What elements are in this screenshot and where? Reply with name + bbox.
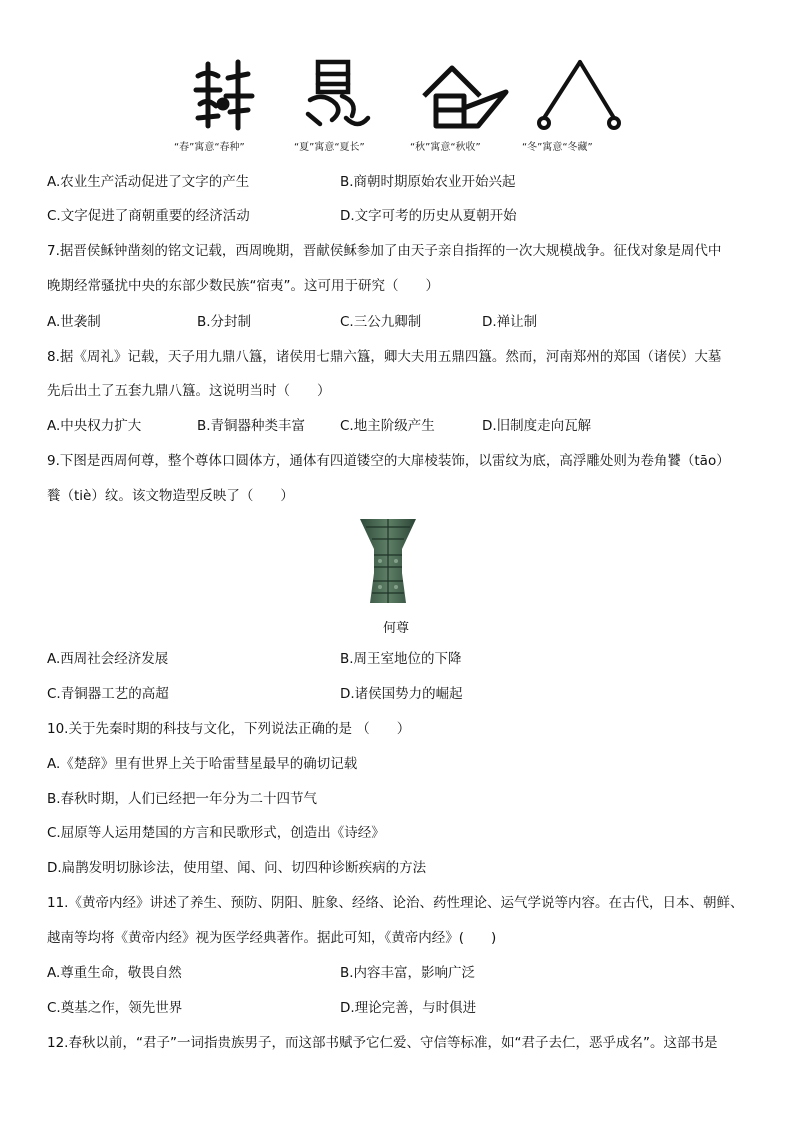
q11-option-b[interactable]: B.内容丰富，影响广泛 bbox=[340, 965, 476, 981]
q11-option-d[interactable]: D.理论完善，与时俱进 bbox=[340, 1000, 477, 1016]
q8-stem-line-1: 8.据《周礼》记载，天子用九鼎八簋，诸侯用七鼎六簋，卿大夫用五鼎四簋。然而，河南郑州的郑国（诸侯）大墓 bbox=[47, 349, 722, 365]
summer-glyph-image bbox=[302, 56, 374, 134]
q6-option-b[interactable]: B.商朝时期原始农业开始兴起 bbox=[340, 174, 516, 190]
q7-stem-line-2: 晚期经常骚扰中央的东部少数民族“宿夷”。这可用于研究（ ） bbox=[47, 278, 439, 294]
q10-stem: 10.关于先秦时期的科技与文化，下列说法正确的是 （ ） bbox=[47, 721, 411, 737]
q10-option-c[interactable]: C.屈原等人运用楚国的方言和民歌形式，创造出《诗经》 bbox=[47, 825, 385, 841]
spring-glyph-image bbox=[190, 56, 260, 134]
q9-option-b[interactable]: B.周王室地位的下降 bbox=[340, 651, 462, 667]
q11-stem-line-1: 11.《黄帝内经》讲述了养生、预防、阴阳、脏象、经络、论治、药性理论、运气学说等内容。在古代，日本、朝鲜、 bbox=[47, 895, 744, 911]
q8-stem-line-2: 先后出土了五套九鼎八簋。这说明当时（ ） bbox=[47, 383, 331, 399]
he-zun-caption: 何尊 bbox=[383, 621, 410, 636]
q7-option-a[interactable]: A.世袭制 bbox=[47, 314, 101, 330]
glyph-caption-spring: “春”寓意“春种” bbox=[174, 142, 245, 153]
q7-stem-line-1: 7.据晋侯稣钟凿刻的铭文记载，西周晚期，晋献侯稣参加了由天子亲自指挥的一次大规模战争。征伐对象是周代中 bbox=[47, 243, 722, 259]
q8-option-d[interactable]: D.旧制度走向瓦解 bbox=[482, 418, 592, 434]
q7-option-d[interactable]: D.禅让制 bbox=[482, 314, 538, 330]
he-zun-vessel-image bbox=[358, 515, 418, 607]
q9-option-d[interactable]: D.诸侯国势力的崛起 bbox=[340, 686, 463, 702]
q7-option-b[interactable]: B.分封制 bbox=[197, 314, 252, 330]
q10-option-b[interactable]: B.春秋时期，人们已经把一年分为二十四节气 bbox=[47, 791, 318, 807]
q6-option-c[interactable]: C.文字促进了商朝重要的经济活动 bbox=[47, 208, 250, 224]
q8-option-c[interactable]: C.地主阶级产生 bbox=[340, 418, 435, 434]
q8-option-a[interactable]: A.中央权力扩大 bbox=[47, 418, 142, 434]
q6-option-a[interactable]: A.农业生产活动促进了文字的产生 bbox=[47, 174, 250, 190]
q9-option-c[interactable]: C.青铜器工艺的高超 bbox=[47, 686, 169, 702]
q11-option-c[interactable]: C.奠基之作，领先世界 bbox=[47, 1000, 183, 1016]
q9-option-a[interactable]: A.西周社会经济发展 bbox=[47, 651, 169, 667]
q12-stem-line-1: 12.春秋以前，“君子”一词指贵族男子，而这部书赋予它仁爱、守信等标准，如“君子去仁，恶乎成名”。这部书是 bbox=[47, 1035, 718, 1051]
q10-option-a[interactable]: A.《楚辞》里有世界上关于哈雷彗星最早的确切记载 bbox=[47, 756, 358, 772]
q9-stem-line-2: 餮（tiè）纹。该文物造型反映了（ ） bbox=[47, 488, 294, 504]
q11-stem-line-2: 越南等均将《黄帝内经》视为医学经典著作。据此可知，《黄帝内经》( ) bbox=[47, 930, 497, 946]
q10-option-d[interactable]: D.扁鹊发明切脉诊法，使用望、闻、问、切四种诊断疾病的方法 bbox=[47, 860, 427, 876]
q9-stem-line-1: 9.下图是西周何尊，整个尊体口圆体方，通体有四道镂空的大扉棱装饰，以雷纹为底，高浮雕处则为卷角饕（tāo） bbox=[47, 453, 730, 469]
q11-option-a[interactable]: A.尊重生命，敬畏自然 bbox=[47, 965, 182, 981]
glyph-caption-winter: “冬”寓意“冬藏” bbox=[522, 142, 593, 153]
q8-option-b[interactable]: B.青铜器种类丰富 bbox=[197, 418, 306, 434]
glyph-caption-summer: “夏”寓意“夏长” bbox=[294, 142, 365, 153]
autumn-glyph-image bbox=[418, 56, 510, 134]
winter-glyph-image bbox=[536, 56, 622, 136]
q6-option-d[interactable]: D.文字可考的历史从夏朝开始 bbox=[340, 208, 517, 224]
q7-option-c[interactable]: C.三公九卿制 bbox=[340, 314, 422, 330]
glyph-figure bbox=[176, 56, 626, 156]
glyph-caption-autumn: “秋”寓意“秋收” bbox=[410, 142, 481, 153]
